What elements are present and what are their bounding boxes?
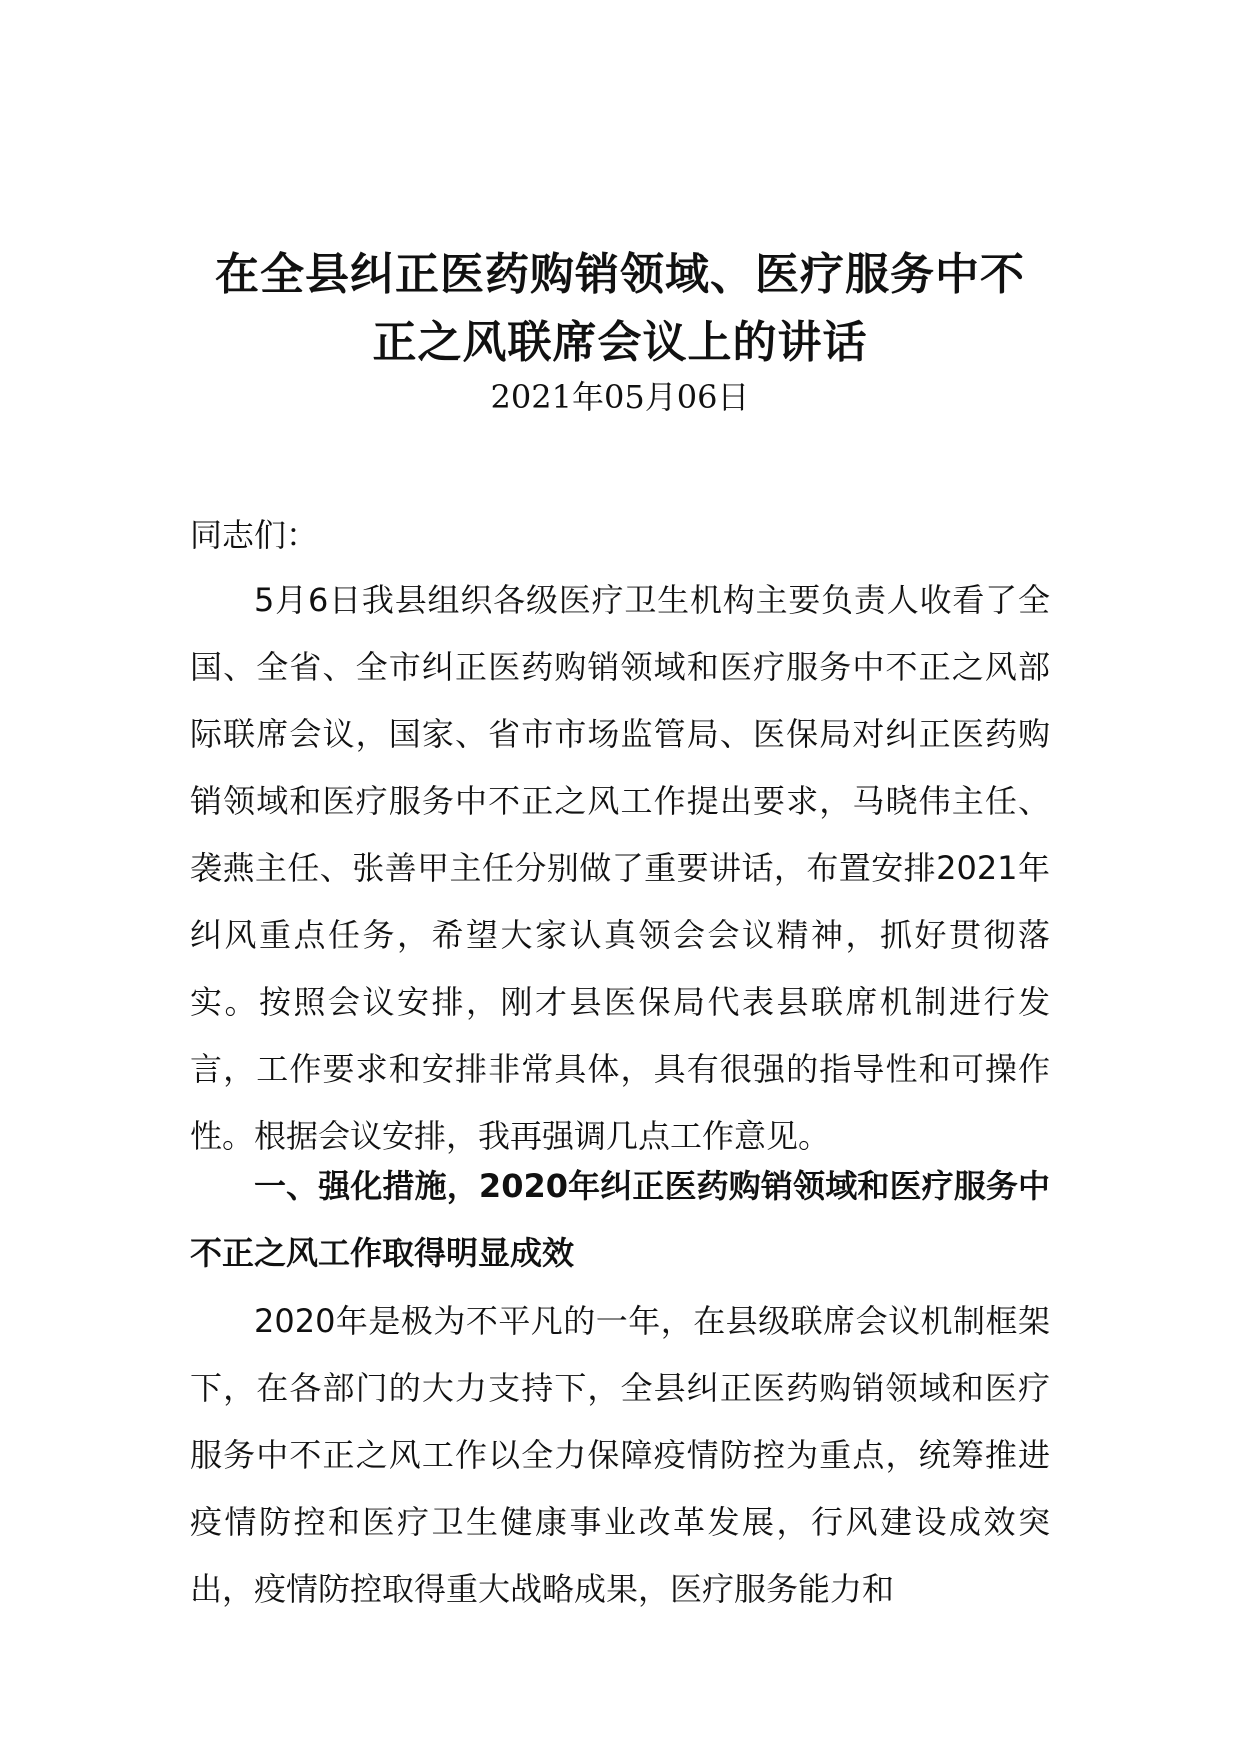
- paragraph-1: 5月6日我县组织各级医疗卫生机构主要负责人收看了全国、全省、全市纠正医药购销领域和医疗服务中不正之风部际联席会议，国家、省市市场监管局、医保局对纠正医药购销领域和医疗服务中不正之风工作提出要求，马晓伟主任、袭燕主任、张善甲主任分别做了重要讲话，布置安排2021年纠风重点任务，希望大家认真领会会议精神，抓好贯彻落实。按照会议安排，刚才县医保局代表县联席机制进行发言，工作要求和安排非常具体，具有很强的指导性和可操作性。根据会议安排，我再强调几点工作意见。: [190, 581, 1050, 1155]
- document-title-line-1: 在全县纠正医药购销领域、医疗服务中不: [215, 249, 1025, 300]
- document-date: 2021年05月06日: [490, 378, 750, 416]
- document-title-line-2: 正之风联席会议上的讲话: [372, 317, 868, 368]
- section-heading-1: 一、强化措施，2020年纠正医药购销领域和医疗服务中不正之风工作取得明显成效: [190, 1167, 1050, 1272]
- paragraph-2: 2020年是极为不平凡的一年，在县级联席会议机制框架下，在各部门的大力支持下，全县纠正医药购销领域和医疗服务中不正之风工作以全力保障疫情防控为重点，统筹推进疫情防控和医疗卫生健康事业改革发展，行风建设成效突出，疫情防控取得重大战略成果，医疗服务能力和: [190, 1302, 1050, 1608]
- salutation: 同志们：: [190, 516, 319, 554]
